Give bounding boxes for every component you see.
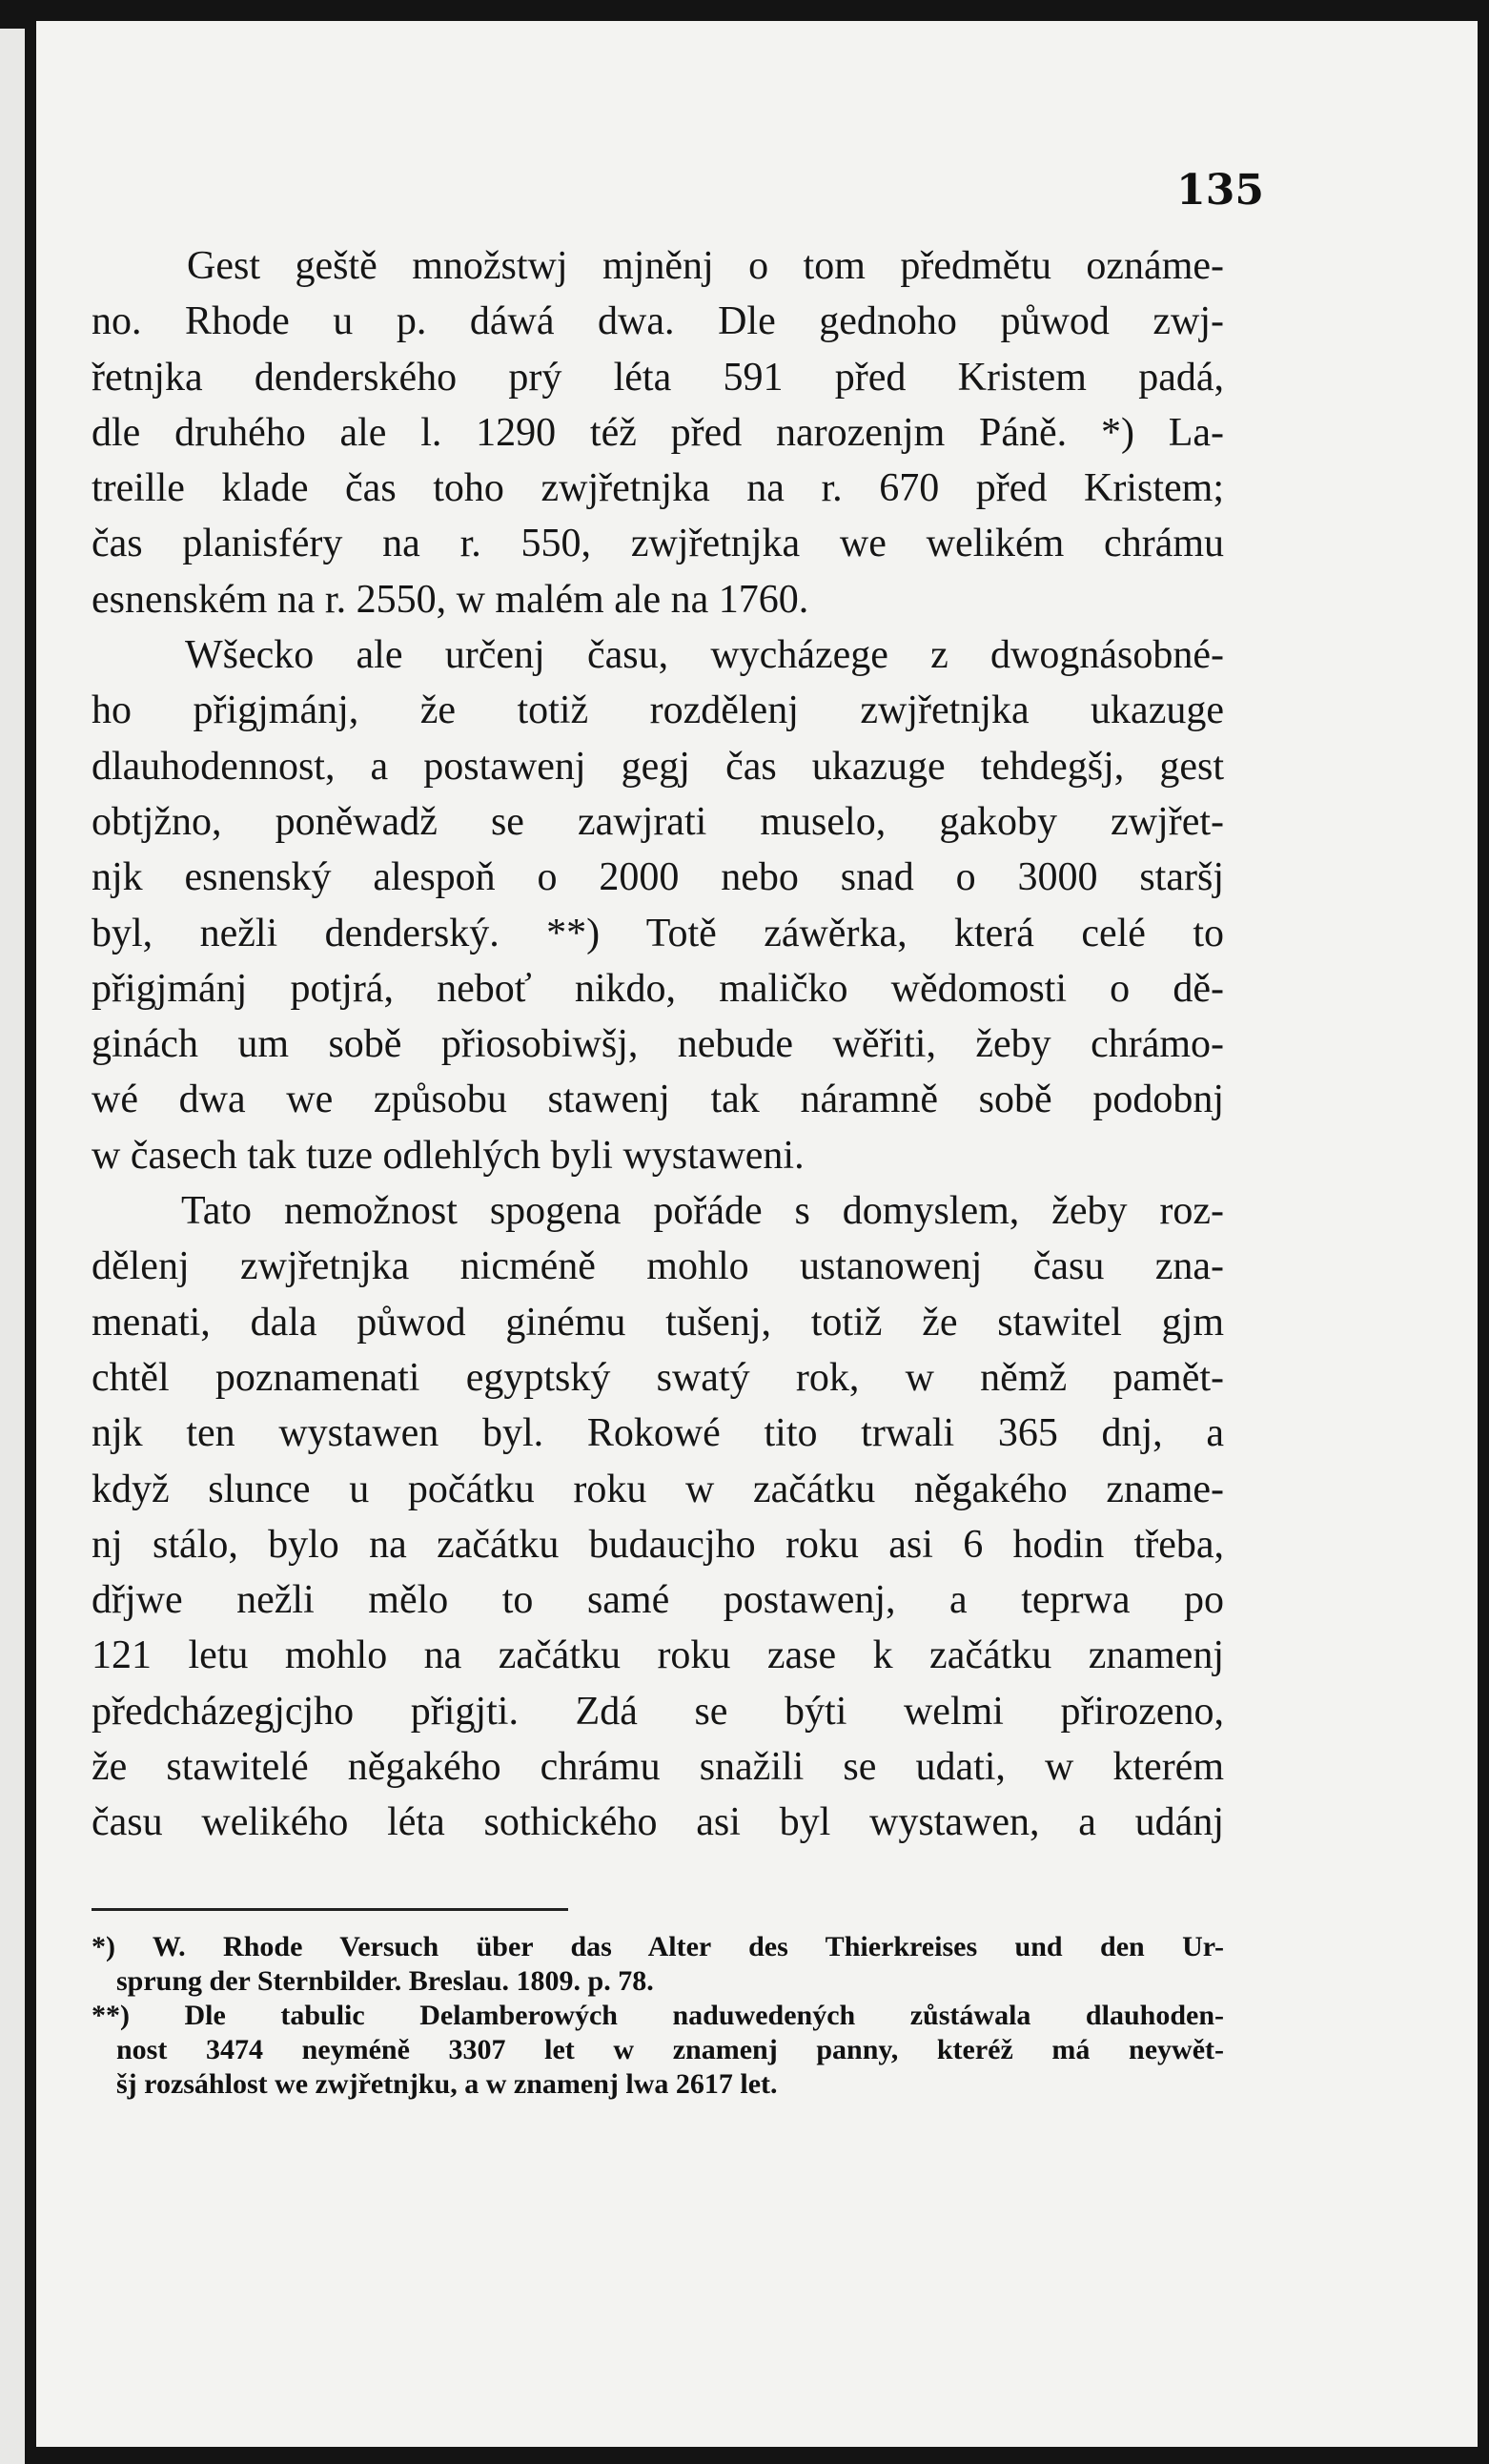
text-line: čas planisféry na r. 550, zwjřetnjka we welikém chrámu [92,522,1224,566]
text-line: dlauhodennost, a postawenj gegj čas ukazuge tehdegšj, gest [92,744,1224,789]
page-number: 135 [1176,166,1264,215]
paragraph-1 [92,238,1224,627]
text-line: času welikého léta sothického asi byl wystawen, a udánj [92,1800,1224,1845]
footnote-line: šj rozsáhlost we zwjřetnjku, a w znamenj lwa 2617 let. [116,2068,778,2100]
text-line: wé dwa we způsobu stawenj tak náramně sobě podobnj [92,1078,1224,1122]
text-line: chtěl poznamenati egyptský swatý rok, w němž pamět- [92,1355,1224,1400]
text-line: njk ten wystawen byl. Rokowé tito trwali 365 dnj, a [92,1411,1224,1456]
text-line: menati, dala půwod ginému tušenj, totiž že stawitel gjm [92,1300,1224,1345]
text-line: obtjžno, poněwadž se zawjrati muselo, gakoby zwjřet- [92,799,1224,844]
text-line: Wšecko ale určenj času, wycházege z dwognásobné- [185,633,1224,678]
text-line: dřjwe nežli mělo to samé postawenj, a teprwa po [92,1578,1224,1623]
text-line: esnenském na r. 2550, w malém ale na 1760. [92,577,809,622]
footnote-2 [92,1999,1224,2102]
text-line: že stawitelé něgakého chrámu snažili se udati, w kterém [92,1745,1224,1790]
footnotes [92,1930,1224,2102]
text-line: když slunce u počátku roku w začátku něgakého zname- [92,1467,1224,1511]
footnote-1 [92,1930,1224,1999]
footnote-line: **) Dle tabulic Delamberowých naduwedených zůstáwala dlauhoden- [92,2000,1224,2031]
text-line: 121 letu mohlo na začátku roku zase k začátku znamenj [92,1633,1224,1678]
text-line: no. Rhode u p. dáwá dwa. Dle gednoho půwod zwj- [92,299,1224,344]
body-text [92,238,1224,1851]
paragraph-2 [92,627,1224,1183]
text-line: dle druhého ale l. 1290 též před narozenjm Páně. *) La- [92,410,1224,455]
text-line: předcházegjcjho přigjti. Zdá se býti welmi přirozeno, [92,1689,1224,1734]
text-line: njk esnenský alespoň o 2000 nebo snad o 3000 staršj [92,855,1224,900]
text-line: nj stálo, bylo na začátku budaucjho roku asi 6 hodin třeba, [92,1522,1224,1567]
footnote-separator [92,1908,568,1911]
left-page-edge [0,29,25,2464]
text-line: Tato nemožnost spogena pořáde s domyslem, žeby roz- [181,1189,1224,1234]
text-line: ho přigjmánj, že totiž rozdělenj zwjřetnjka ukazuge [92,688,1224,733]
text-line: w časech tak tuze odlehlých byli wystaweni. [92,1133,805,1178]
text-line: treille klade čas toho zwjřetnjka na r. 670 před Kristem; [92,466,1224,511]
footnote-line: nost 3474 neyméně 3307 let w znamenj panny, kteréž má neywět- [116,2034,1224,2065]
footnote-line: *) W. Rhode Versuch über das Alter des Thierkreises und den Ur- [92,1931,1224,1962]
text-line: řetnjka denderského prý léta 591 před Kristem padá, [92,355,1224,400]
text-line: přigjmánj potjrá, neboť nikdo, maličko wědomosti o dě- [92,966,1224,1011]
paragraph-3 [92,1183,1224,1851]
footnote-line: sprung der Sternbilder. Breslau. 1809. p. 78. [116,1965,654,1997]
text-line: byl, nežli denderský. **) Totě záwěrka, která celé to [92,911,1224,955]
text-line: dělenj zwjřetnjka nicméně mohlo ustanowenj času zna- [92,1244,1224,1289]
text-line: ginách um sobě přiosobiwšj, nebude wěřiti, žeby chrámo- [92,1022,1224,1067]
text-line: Gest geště množstwj mjněnj o tom předmětu oznáme- [187,244,1224,288]
